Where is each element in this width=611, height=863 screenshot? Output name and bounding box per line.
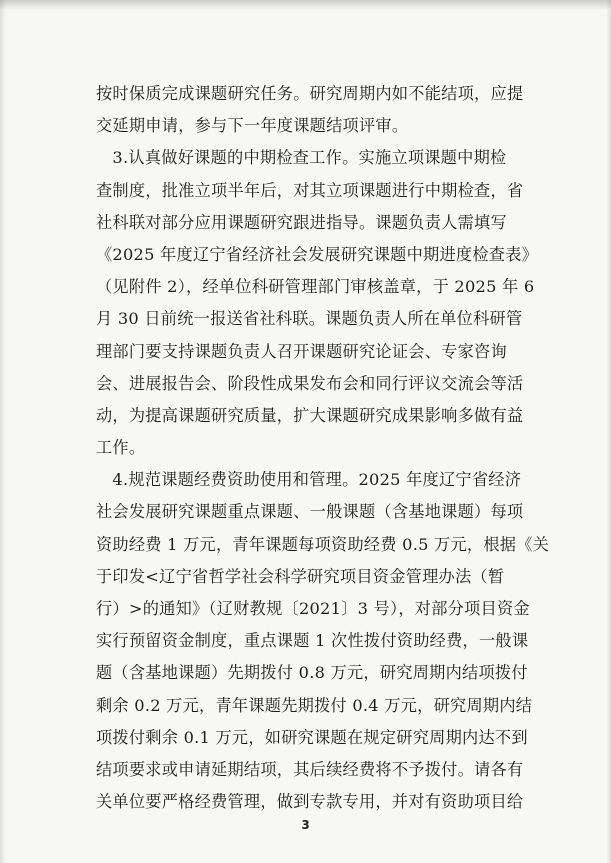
text-line: 实行预留资金制度，重点课题 1 次性拨付资助经费，一般课 — [96, 631, 529, 651]
text-line: 剩余 0.2 万元，青年课题先期拨付 0.4 万元，研究周期内结 — [96, 695, 533, 715]
scan-shadow-top — [0, 0, 611, 10]
text-line: 结项要求或申请延期结项，其后续经费将不予拨付。请各有 — [96, 759, 524, 779]
text-line: 项拨付剩余 0.1 万元，如研究课题在规定研究周期内达不到 — [96, 727, 528, 747]
page-number: 3 — [301, 818, 310, 832]
scan-shadow-right — [606, 0, 611, 863]
text-line: 社科联对部分应用课题研究跟进指导。课题负责人需填写 — [96, 212, 507, 232]
text-line: 行）>的通知》（辽财教规〔2021〕3 号），对部分项目资金 — [96, 599, 530, 618]
text-line: 社会发展研究课题重点课题、一般课题（含基地课题）每项 — [96, 502, 524, 522]
text-line: （见附件 2），经单位科研管理部门审核盖章，于 2025 年 6 — [96, 277, 535, 297]
text-line: 月 30 日前统一报送省社科联。课题负责人所在单位科研管 — [96, 309, 523, 329]
text-line: 3.认真做好课题的中期检查工作。实施立项课题中期检 — [96, 148, 507, 168]
text-line: 会、进展报告会、阶段性成果发布会和同行评议交流会等活 — [96, 373, 524, 393]
text-line: 4.规范课题经费资助使用和管理。2025 年度辽宁省经济 — [96, 470, 522, 490]
text-line: 资助经费 1 万元，青年课题每项资助经费 0.5 万元，根据《关 — [96, 534, 550, 554]
scan-shadow-left — [0, 0, 6, 863]
text-line: 交延期申请，参与下一年度课题结项评审。 — [96, 116, 409, 136]
text-line: 于印发<辽宁省哲学社会科学研究项目资金管理办法（暂 — [96, 566, 505, 586]
text-line: 题（含基地课题）先期拨付 0.8 万元，研究周期内结项拨付 — [96, 663, 528, 683]
text-line: 《2025 年度辽宁省经济社会发展研究课题中期进度检查表》 — [96, 244, 539, 264]
text-line: 查制度，批准立项半年后，对其立项课题进行中期检查，省 — [96, 180, 524, 200]
body-text — [96, 78, 550, 818]
text-line: 按时保质完成课题研究任务。研究周期内如不能结项，应提 — [96, 84, 524, 103]
text-line: 关单位要严格经费管理，做到专款专用，并对有资助项目给 — [96, 792, 524, 812]
text-line: 动，为提高课题研究质量，扩大课题研究成果影响多做有益 — [96, 405, 524, 425]
text-line: 理部门要支持课题负责人召开课题研究论证会、专家咨询 — [96, 341, 507, 361]
text-line: 工作。 — [96, 438, 146, 458]
